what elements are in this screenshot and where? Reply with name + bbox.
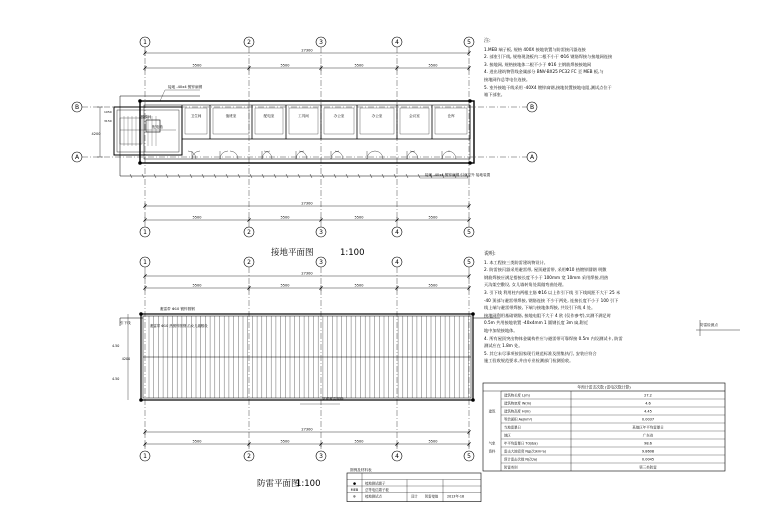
- door-swing: [410, 151, 418, 159]
- ground-test-point: [138, 161, 142, 165]
- dim-text-overall: 27300: [301, 48, 313, 53]
- dim-text-overall: 27300: [301, 427, 313, 432]
- door-swing: [262, 151, 270, 159]
- room-box: [255, 108, 283, 134]
- dim-text-overall: 27300: [301, 271, 313, 276]
- downlead-point: [471, 312, 475, 316]
- axis-label-2: 2: [247, 453, 251, 461]
- calc-table-title: 年预计雷击次数 (雷电次数计算): [577, 384, 631, 390]
- downlead-point: [139, 398, 143, 402]
- calc-table-label: 地区: [504, 433, 511, 438]
- elevation-mark: 4.50: [112, 344, 120, 348]
- calc-table-value: 某地区年平均雷暴日: [632, 425, 664, 430]
- notes-bottom-line: 地中加装接地体。: [484, 327, 518, 333]
- dim-text: 5500: [192, 439, 202, 444]
- notes-top-line: 3. 接地网, 规格接地体二根不小于 Φ16 主钢筋焊接接地网: [484, 61, 592, 67]
- notes-bottom-line: 5. 其它未尽事项按国家现行规范标准及图集执行, 安装应符合: [484, 350, 597, 356]
- legend-title: 图例及材料表: [350, 468, 372, 472]
- notes-bottom-line: 天沟架空敷设, 女儿墙转角处需做弯曲处理。: [484, 282, 567, 288]
- calc-table-label: 建筑物长度 L(m): [504, 393, 530, 398]
- ground-test-point: [138, 99, 142, 103]
- lightning-plan-title: 防雷平面图: [257, 479, 300, 489]
- legend-symbol: MEB: [350, 487, 359, 492]
- room-label: 办公室: [371, 114, 383, 118]
- door-swing: [367, 151, 375, 159]
- calc-table-label: 年平均雷暴日 Td(d/a): [504, 441, 538, 446]
- calc-table-group: 资料: [488, 449, 496, 454]
- axis-label-A: A: [529, 154, 535, 162]
- room-label: 卫生间: [190, 114, 202, 118]
- calc-table-label: 建筑物高度 H(m): [504, 409, 531, 414]
- elevation-mark: 4.50: [112, 377, 120, 381]
- notes-top-line: 4. 进出建筑物管线金属部分 BNV-BX25 PC32 FC 至 MEB 板,与: [484, 69, 604, 75]
- legend-extra: 设计: [411, 494, 418, 499]
- notes-top-line: 2. 部室引下线, 规格现浇板内二根不小于 Φ16 钢筋焊接与接地网连接: [484, 54, 613, 60]
- legend-extra: 防雷接地: [425, 494, 439, 499]
- door-swing: [375, 151, 383, 159]
- legend-extra: 2013年-18: [447, 494, 465, 499]
- notes-bottom-line: 施工验收规范要求,并由专业检测部门检测验收。: [484, 358, 574, 364]
- dim-text: 5500: [354, 283, 364, 288]
- axis-label-5: 5: [467, 229, 471, 237]
- door-swing: [296, 151, 304, 159]
- axis-label-1: 1: [143, 39, 147, 47]
- dim-text: 5500: [280, 63, 290, 68]
- axis-label-4: 4: [395, 259, 399, 267]
- grounding-plan: [104, 90, 474, 178]
- axis-label-1: 1: [143, 259, 147, 267]
- legend-name: 接地测试端子: [365, 481, 386, 486]
- notes-top: [484, 38, 612, 99]
- ground-test-point: [468, 161, 472, 165]
- notes-bottom-line: 0.5m 共用接地装置 -40x4mm 1 圆钢长度 3m 扁,附近: [484, 320, 589, 326]
- tables: [347, 383, 725, 502]
- axis-label-5: 5: [467, 259, 471, 267]
- door-swing: [442, 151, 450, 159]
- door-swing: [335, 151, 343, 159]
- room-box: [185, 108, 207, 134]
- room-box: [324, 108, 354, 134]
- notes-top-line: 5. 室外接地干线采用 -40X4 镀锌扁钢,接地装置接地电阻,测试点位于: [484, 84, 612, 90]
- notes-bottom-title: 说明:: [484, 251, 496, 257]
- leader-text-1: 接地 -40x4 镀锌扁钢: [168, 85, 203, 89]
- calc-table-label: 防雷类别: [504, 465, 518, 470]
- axis-label-4: 4: [395, 453, 399, 461]
- legend-symbol: ●: [352, 481, 357, 486]
- calc-table-value: 0.0045: [641, 457, 655, 462]
- dim-text: 5500: [192, 215, 202, 220]
- axis-label-2: 2: [247, 39, 251, 47]
- room-box: [289, 108, 318, 134]
- room-box: [435, 108, 467, 134]
- lightning-plan-scale: 1:100: [296, 479, 321, 489]
- dim-text: 5500: [192, 283, 202, 288]
- room-box: [213, 108, 249, 134]
- axis-label-5: 5: [467, 39, 471, 47]
- calc-table-group: 气象: [488, 441, 496, 446]
- axis-label-3: 3: [319, 259, 323, 267]
- leader-text-2: 接地 -40x4 镀锌扁钢 引至室外 接地装置: [425, 173, 491, 177]
- notes-bottom-line: 4. 所有屋顶突出物体金属构件应与避雷带可靠焊接 0.5m 内设测试卡, 防雷: [484, 335, 623, 341]
- room-label: 仓库: [447, 114, 455, 118]
- calc-table-value: 4.45: [644, 409, 652, 414]
- leader-text-6: 屋面避雷网格: [322, 397, 344, 401]
- notes-bottom-line: 钢筋焊接应满足搭接长度不小于 100mm 宽 10mm 采用焊接,用热: [484, 274, 609, 280]
- legend-name: 接地测试点: [365, 494, 382, 499]
- axis-label-4: 4: [395, 39, 399, 47]
- calc-table-value: 0.0037: [641, 417, 655, 422]
- door-swing: [230, 151, 238, 159]
- notes-bottom-line: 线上端与避雷带焊接, 下端与接地体焊接, 共设引下线 4 处。: [484, 305, 596, 311]
- axis-label-4: 4: [395, 229, 399, 237]
- axis-label-1: 1: [143, 453, 147, 461]
- axis-label-5: 5: [467, 453, 471, 461]
- building-outline: [140, 101, 474, 163]
- dim-text-depth: 4200: [91, 132, 101, 136]
- axis-label-B: B: [529, 104, 535, 112]
- notes-bottom-line: 2. 防雷接闪器采用避雷带, 屋顶避雷带, 采用Φ10 热镀锌圆钢 明敷: [484, 267, 607, 273]
- calc-table-label: 等效面积 Ae(km²): [504, 417, 533, 422]
- calc-table-group: 建筑: [488, 409, 496, 414]
- notes-top-line: 1.MEB 端子板, 规格 400X 接地装置与防雷接闪器连接: [484, 46, 586, 52]
- door-swing: [331, 151, 339, 159]
- calc-table-value: 27.2: [644, 393, 652, 398]
- side-dim: 3150: [104, 119, 112, 123]
- side-dim: 1050: [104, 110, 112, 114]
- calc-table-value: 广东省: [642, 433, 654, 438]
- axis-label-1: 1: [143, 229, 147, 237]
- room-label: 楼梯间: [140, 115, 152, 119]
- notes-top-line: 箱下部室。: [484, 92, 505, 98]
- calc-table-value: 9.8608: [641, 449, 655, 454]
- leader-text-4: 引下线: [120, 321, 131, 325]
- cabinet-label: 配电箱: [152, 125, 163, 129]
- door-swing: [220, 151, 228, 159]
- door-swing: [448, 151, 456, 159]
- axis-label-A: A: [74, 154, 80, 162]
- axis-label-2: 2: [247, 229, 251, 237]
- room-label: 会议室: [409, 114, 420, 118]
- grounding-plan-title: 接地平面图: [271, 248, 314, 258]
- leader-line: [160, 90, 165, 101]
- calc-table-value: 98.6: [644, 441, 652, 446]
- leader-text-5: 避雷带 Φ10 热镀锌圆钢 沿女儿墙敷设: [150, 324, 208, 328]
- notes-bottom-line: 测试应在 1.8m 处。: [484, 343, 523, 349]
- ground-test-point: [468, 99, 472, 103]
- notes-bottom-line: 1. 本工程按三类防雷建筑物设计。: [484, 259, 548, 265]
- door-swing: [407, 151, 415, 159]
- axis-label-B: B: [74, 104, 80, 112]
- dim-text: 5500: [354, 439, 364, 444]
- dim-text: 5500: [428, 63, 438, 68]
- calc-table-label: 当地雷暴日: [504, 425, 521, 430]
- room-label: 工具间: [298, 114, 309, 118]
- grounding-plan-scale: 1:100: [340, 248, 365, 258]
- legend-symbol: ⊕: [353, 494, 356, 499]
- door-swing: [264, 151, 272, 159]
- dim-text: 5500: [428, 283, 438, 288]
- dim-text: 5500: [354, 63, 364, 68]
- calc-table-label: 雷击大地密度 Ng(次/km²a): [504, 449, 546, 454]
- axis-label-3: 3: [319, 229, 323, 237]
- notes-bottom-line: -40 顶部与避雷带焊接, 钢筋连接 不少于两处, 连接长度不小于 100 引下: [484, 297, 619, 303]
- downlead-point: [139, 312, 143, 316]
- dim-text: 5500: [192, 63, 202, 68]
- dim-text: 5500: [428, 215, 438, 220]
- stair-core: [120, 118, 142, 144]
- room-label: 办公室: [333, 114, 345, 118]
- dim-text: 5500: [280, 439, 290, 444]
- dim-text-overall: 27300: [301, 201, 313, 206]
- side-note: 防雷检测点: [700, 323, 718, 327]
- calc-table-label: 预计雷击次数 N(次/a): [504, 457, 538, 462]
- notes-bottom-line: 接地网利用基础钢筋, 接地电阻不大于 4 欧 (仅作参考),实测不满足时: [484, 312, 611, 318]
- room-label: 值班室: [225, 114, 237, 118]
- dim-text: 5500: [280, 283, 290, 288]
- downlead-point: [471, 398, 475, 402]
- dim-text-depth: 4200: [121, 357, 131, 361]
- notes-top-title: 注:: [484, 38, 491, 44]
- notes-bottom-line: 3. 引下线 利用柱内两根主筋 Φ16 以上作引下线 引下线间距不大于 25 米: [484, 289, 621, 295]
- door-swing: [299, 151, 307, 159]
- notes-top-line: 接地网作总等电位连接。: [484, 76, 531, 82]
- room-label: 配电室: [263, 114, 275, 118]
- dim-text: 5500: [280, 215, 290, 220]
- dim-text: 5500: [354, 215, 364, 220]
- dim-text: 5500: [428, 439, 438, 444]
- calc-table-value: 第三类防雷: [639, 465, 657, 470]
- calc-table-value: 4.6: [645, 401, 651, 406]
- notes-bottom: [484, 251, 623, 365]
- calc-table-label: 建筑物宽度 W(m): [504, 401, 532, 406]
- room-box: [360, 108, 394, 134]
- legend-name: 总等电位端子板: [365, 487, 389, 492]
- axis-label-2: 2: [247, 259, 251, 267]
- axis-label-3: 3: [319, 39, 323, 47]
- leader-text-3: 避雷带 Φ10 镀锌圆钢: [160, 307, 195, 311]
- axis-label-3: 3: [319, 453, 323, 461]
- room-box: [400, 108, 429, 134]
